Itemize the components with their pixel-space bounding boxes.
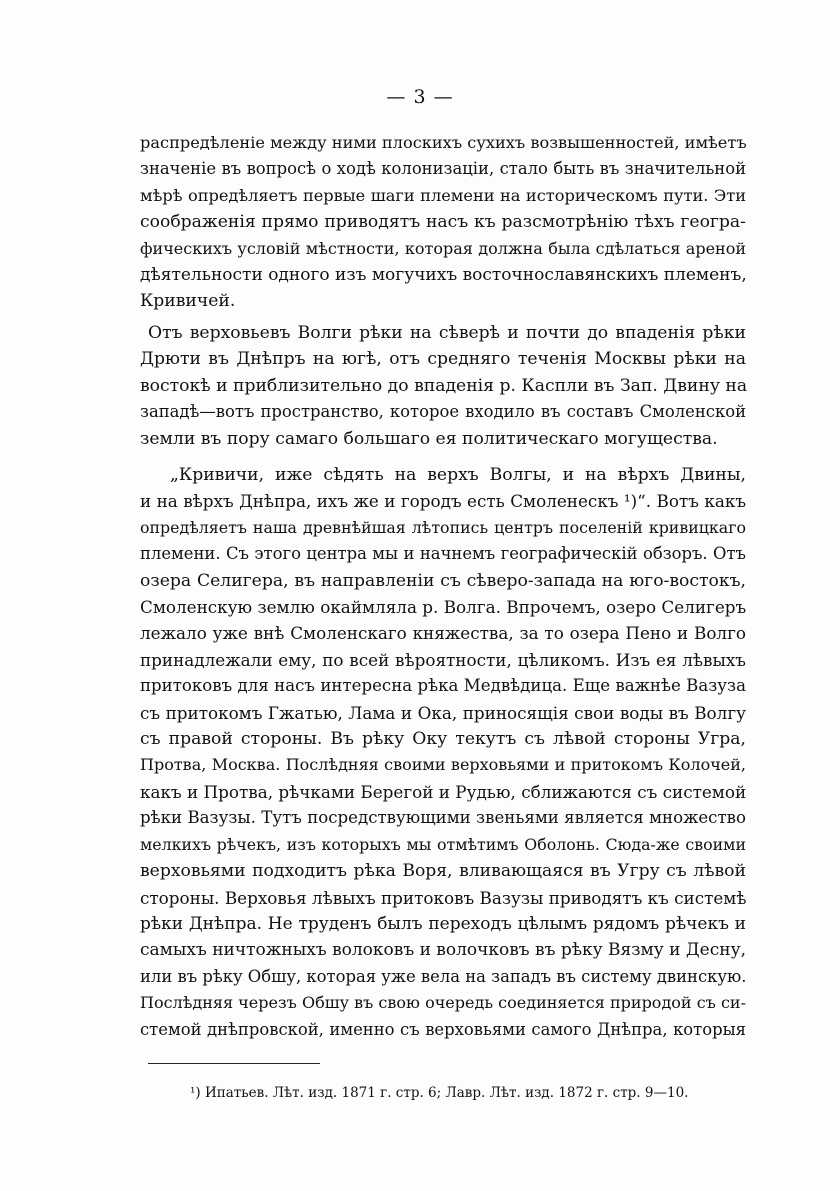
footnote-divider bbox=[148, 1063, 320, 1064]
paragraph-2 bbox=[140, 320, 746, 452]
text-line: рѣки Вазузы. Тутъ посредствующими звеньями является множество bbox=[140, 808, 746, 828]
page-number: — 3 — bbox=[386, 86, 454, 108]
text-line: какъ и Протва, рѣчками Берегой и Рудью, сближаются съ системой bbox=[140, 781, 747, 802]
text-line: притоковъ для насъ интересна рѣка Медвѣдица. Еще важнѣе Вазуза bbox=[140, 676, 746, 696]
paragraph-1 bbox=[140, 130, 746, 315]
text-line: озера Селигера, въ направленіи съ сѣверо-запада на юго-востокъ, bbox=[140, 570, 746, 591]
paragraph-3 bbox=[140, 462, 746, 1043]
text-line: фическихъ условій мѣстности, которая должна была сдѣлаться ареной bbox=[140, 238, 746, 258]
text-line: востокѣ и приблизительно до впаденія р. Каспли въ Зап. Двину на bbox=[140, 375, 748, 396]
text-line: съ притокомъ Гжатью, Лама и Ока, приносящія свои воды въ Волгу bbox=[140, 702, 746, 723]
text-line: принадлежали ему, по всей вѣроятности, цѣликомъ. Изъ ея лѣвыхъ bbox=[140, 649, 746, 670]
text-line: земли въ пору самаго большаго ея политическаго могущества. bbox=[140, 428, 718, 449]
text-line: и на вѣрхъ Днѣпра, ихъ же и городъ есть Смоленескъ ¹)“. Вотъ какъ bbox=[140, 491, 746, 512]
text-line: Смоленскую землю окаймляла р. Волга. Впрочемъ, озеро Селигеръ bbox=[140, 597, 747, 618]
text-line: „Кривичи, иже сѣдять на верхъ Волгы, и на вѣрхъ Двины, bbox=[170, 465, 746, 485]
text-line: соображенія прямо приводятъ насъ къ разсмотрѣнію тѣхъ геогра- bbox=[140, 212, 746, 233]
text-line: стемой днѣпровской, именно съ верховьями самого Днѣпра, которыя bbox=[140, 1019, 746, 1039]
text-line: Дрюти въ Днѣпръ на югѣ, отъ средняго теченія Москвы рѣки на bbox=[140, 349, 746, 370]
text-line: Протва, Москва. Послѣдняя своими верховьями и притокомъ Колочей, bbox=[140, 755, 746, 775]
text-line: или въ рѣку Обшу, которая уже вела на западъ въ систему двинскую. bbox=[140, 966, 747, 986]
text-line: Кривичей. bbox=[140, 291, 236, 312]
footnote: ¹) Ипатьев. Лѣт. изд. 1871 г. стр. 6; Лавр. Лѣт. изд. 1872 г. стр. 9—10. bbox=[190, 1085, 689, 1101]
text-line: опредѣляетъ наша древнѣйшая лѣтопись центръ поселеній кривицкаго bbox=[140, 517, 746, 537]
text-line: Отъ верховьевъ Волги рѣки на сѣверѣ и почти до впаденія рѣки bbox=[148, 323, 746, 343]
text-line: съ правой стороны. Въ рѣку Оку текутъ съ лѣвой стороны Угра, bbox=[140, 729, 746, 750]
text-line: племени. Съ этого центра мы и начнемъ географическій обзоръ. Отъ bbox=[140, 544, 746, 564]
text-line: верховьями подходитъ рѣка Воря, вливающаяся въ Угру съ лѣвой bbox=[140, 861, 746, 882]
text-line: мелкихъ рѣчекъ, изъ которыхъ мы отмѣтимъ Оболонь. Сюда-же своими bbox=[140, 834, 746, 854]
text-line: западѣ—вотъ пространство, которое входило въ составъ Смоленской bbox=[140, 402, 746, 422]
text-line: рѣки Днѣпра. Не труденъ былъ переходъ цѣлымъ рядомъ рѣчекъ и bbox=[140, 913, 746, 934]
text-line: распредѣленіе между ними плоскихъ сухихъ возвышенностей, имѣетъ bbox=[140, 133, 747, 152]
text-line: стороны. Верховья лѣвыхъ притоковъ Вазузы приводятъ къ системѣ bbox=[140, 887, 747, 908]
text-line: лежало уже внѣ Смоленскаго княжества, за то озера Пено и Волго bbox=[140, 623, 746, 644]
text-line: мѣрѣ опредѣляетъ первые шаги племени на историческомъ пути. Эти bbox=[140, 185, 746, 205]
text-line: Послѣдняя черезъ Обшу въ свою очередь соединяется природой съ си- bbox=[140, 993, 746, 1013]
text-line: дѣятельности одного изъ могучихъ восточнославянскихъ племенъ, bbox=[140, 265, 747, 286]
text-line: самыхъ ничтожныхъ волоковъ и волочковъ въ рѣку Вязму и Десну, bbox=[140, 940, 746, 961]
text-line: значеніе въ вопросѣ о ходѣ колонизаціи, стало быть въ значительной bbox=[140, 159, 746, 179]
